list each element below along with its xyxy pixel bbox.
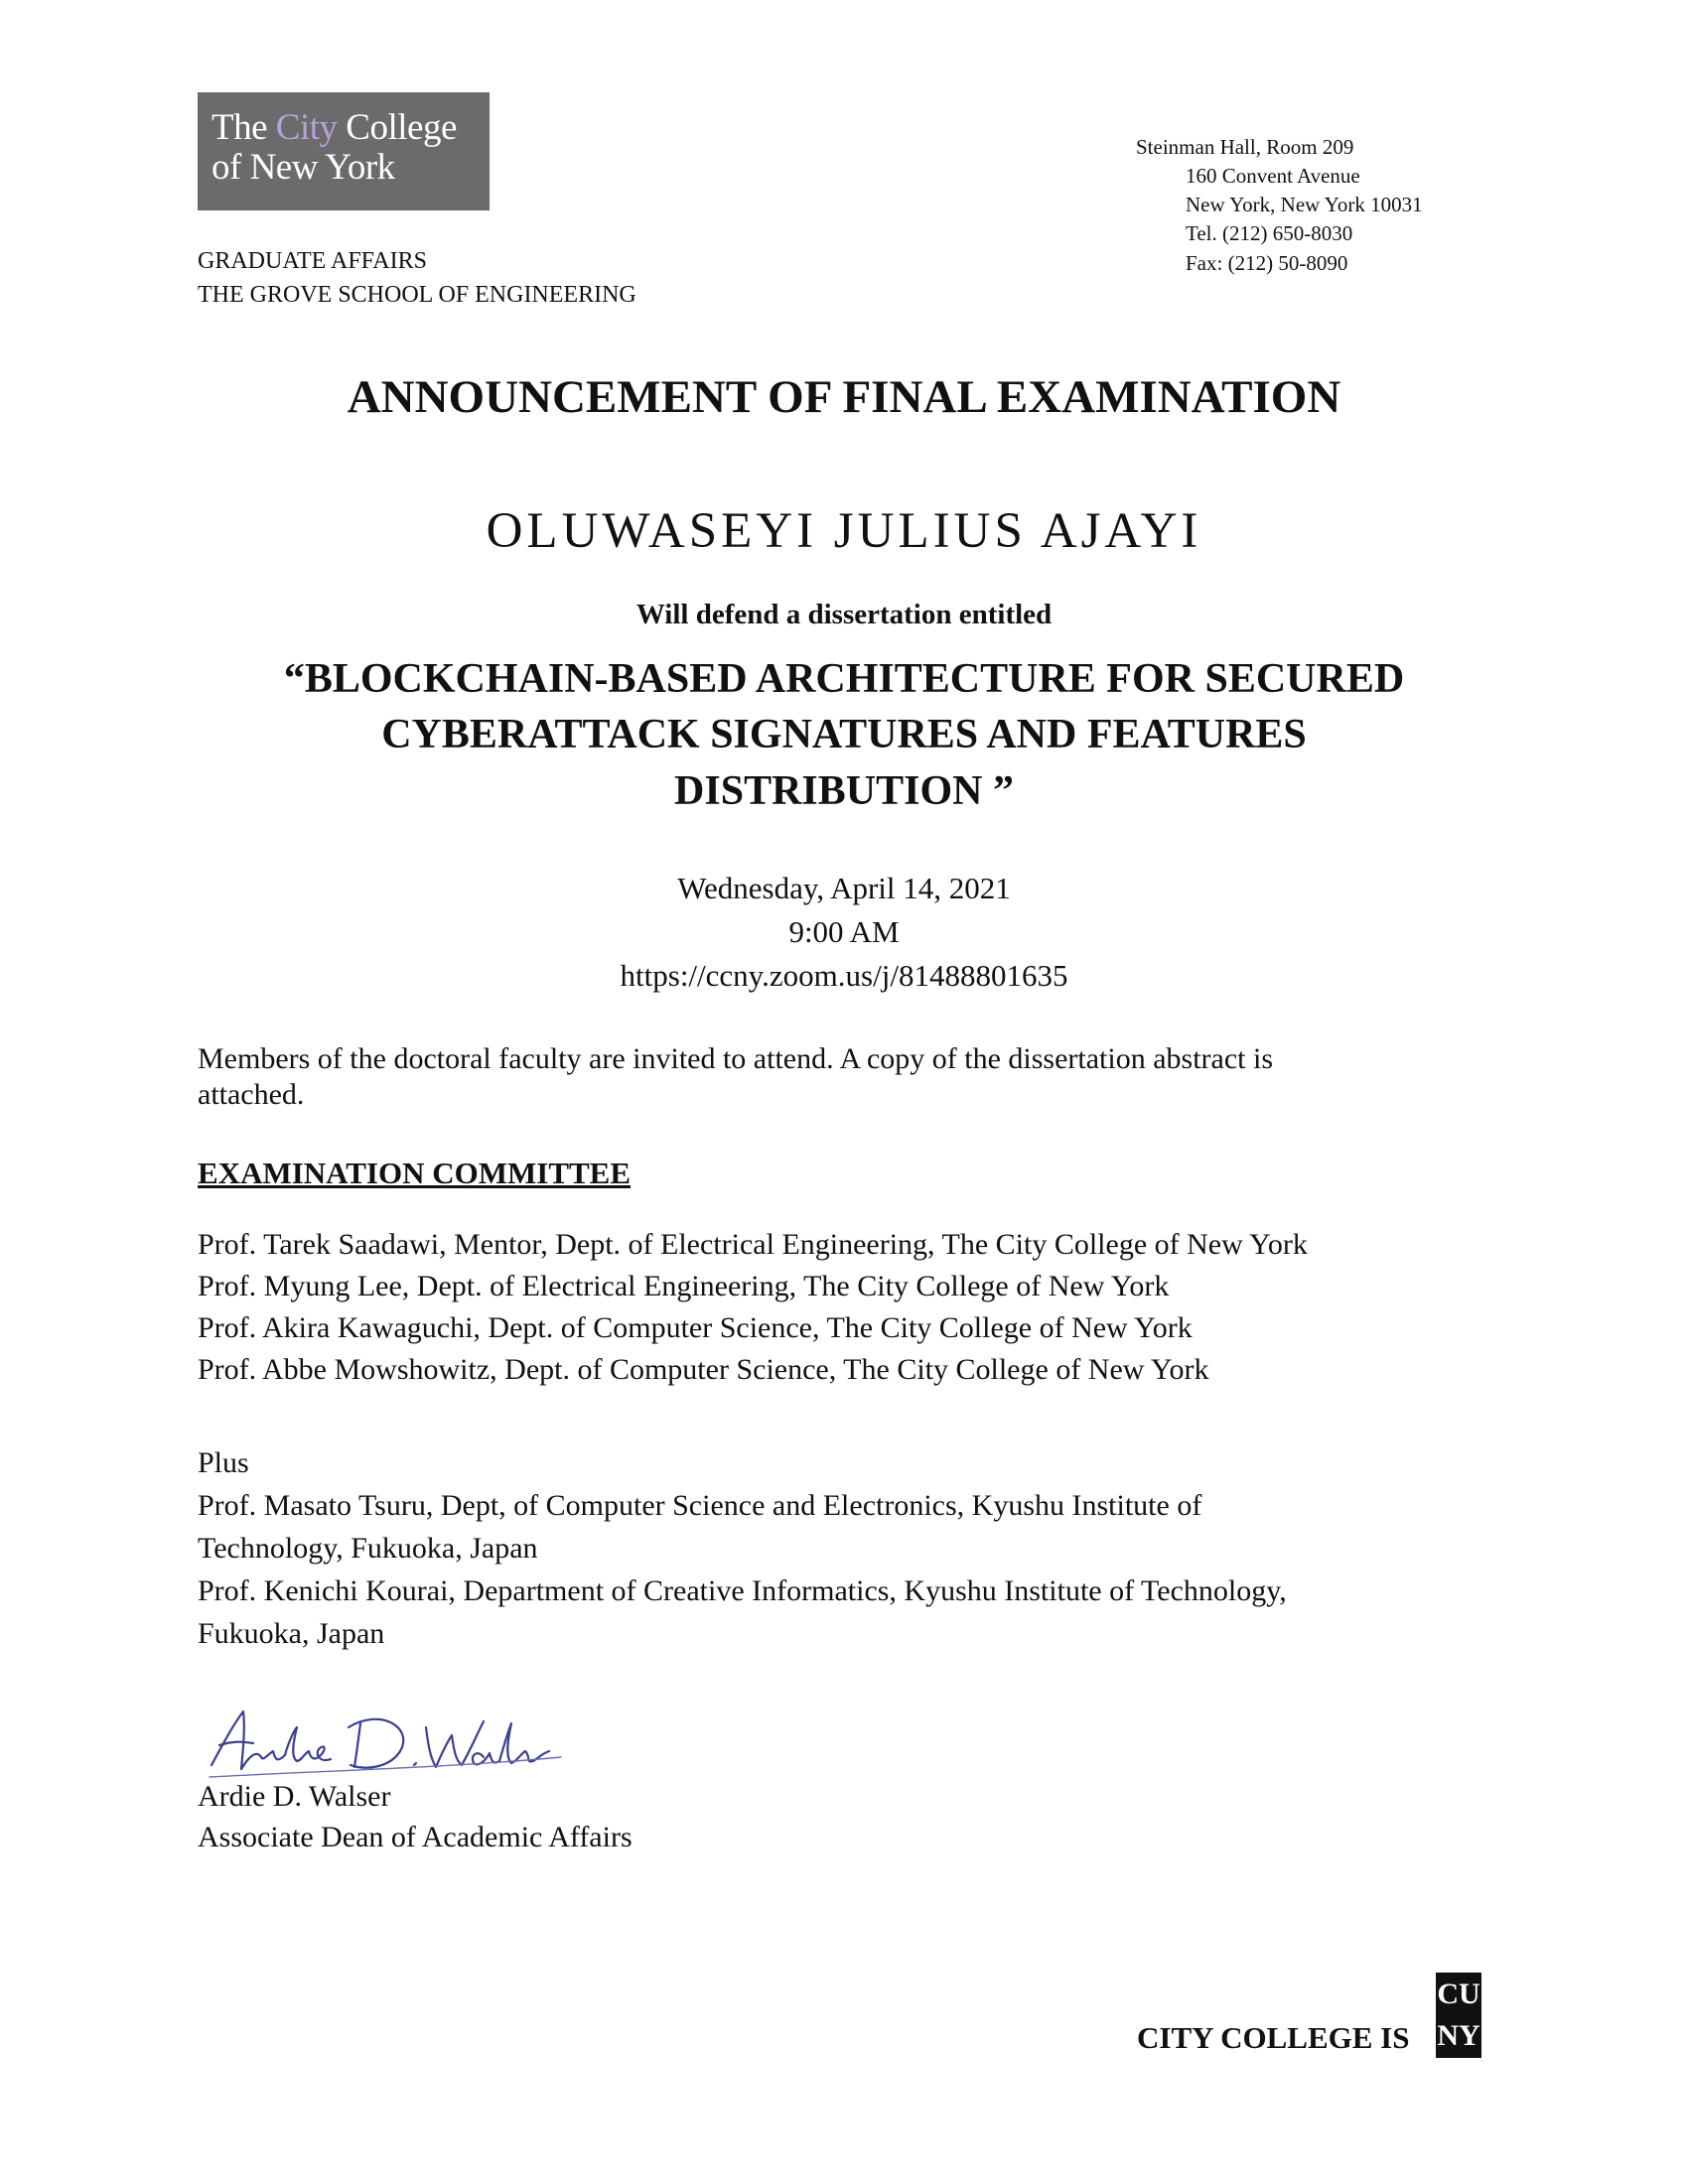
exam-date: Wednesday, April 14, 2021: [677, 871, 1011, 905]
dissertation-title-line-3: DISTRIBUTION ”: [674, 768, 1014, 814]
logo-line-1: [211, 108, 457, 148]
signatory-position: Associate Dean of Academic Affairs: [198, 1821, 633, 1853]
committee-member: Prof. Tarek Saadawi, Mentor, Dept. of Electrical Engineering, The City College of New York: [198, 1228, 1308, 1261]
college-logo: [198, 92, 490, 210]
footer-tagline: CITY COLLEGE IS: [1137, 2020, 1410, 2055]
committee-heading: EXAMINATION COMMITTEE: [198, 1156, 632, 1190]
external-member-line: Prof. Kenichi Kourai, Department of Creative Informatics, Kyushu Institute of Technology,: [198, 1574, 1287, 1607]
dissertation-title-line-1: “BLOCKCHAIN-BASED ARCHITECTURE FOR SECURED: [283, 656, 1405, 702]
defend-text: Will defend a dissertation entitled: [635, 599, 1053, 630]
exam-time: 9:00 AM: [788, 914, 900, 949]
cuny-logo-top: CU: [1437, 1978, 1480, 2010]
zoom-link[interactable]: https://ccny.zoom.us/j/81488801635: [620, 958, 1068, 993]
dissertation-title-line-2: CYBERATTACK SIGNATURES AND FEATURES: [381, 712, 1307, 757]
logo-text-city: City: [275, 107, 338, 148]
address-fax: Fax: (212) 50-8090: [1186, 251, 1348, 275]
cuny-logo-bottom: NY: [1437, 2019, 1480, 2052]
address-city: New York, New York 10031: [1186, 193, 1423, 216]
committee-member: Prof. Abbe Mowshowitz, Dept. of Computer Science, The City College of New York: [198, 1353, 1209, 1386]
office-name: GRADUATE AFFAIRS: [198, 248, 427, 274]
external-member-line: Prof. Masato Tsuru, Dept, of Computer Science and Electronics, Kyushu Institute of: [198, 1489, 1202, 1522]
cuny-logo-box: [1436, 1973, 1481, 2058]
signatory-name: Ardie D. Walser: [198, 1780, 391, 1813]
committee-member: Prof. Akira Kawaguchi, Dept. of Computer Science, The City College of New York: [198, 1311, 1193, 1344]
logo-line-2: of New York: [211, 147, 395, 188]
external-member-line: Fukuoka, Japan: [198, 1617, 385, 1650]
address-building: Steinman Hall, Room 209: [1136, 135, 1354, 159]
invitation-line-1: Members of the doctoral faculty are invited to attend. A copy of the dissertation abstract is: [198, 1042, 1274, 1075]
candidate-name: OLUWASEYI JULIUS AJAYI: [486, 503, 1202, 559]
logo-text-college: College: [337, 107, 457, 148]
school-name: THE GROVE SCHOOL OF ENGINEERING: [198, 282, 636, 308]
external-member-line: Technology, Fukuoka, Japan: [198, 1532, 538, 1565]
plus-label: Plus: [198, 1446, 249, 1479]
invitation-line-2: attached.: [198, 1078, 305, 1111]
logo-text-the: The: [211, 107, 276, 148]
announcement-title: ANNOUNCEMENT OF FINAL EXAMINATION: [347, 371, 1341, 423]
address-street: 160 Convent Avenue: [1186, 164, 1360, 188]
address-tel: Tel. (212) 650-8030: [1186, 221, 1353, 245]
committee-member: Prof. Myung Lee, Dept. of Electrical Engineering, The City College of New York: [198, 1270, 1170, 1302]
